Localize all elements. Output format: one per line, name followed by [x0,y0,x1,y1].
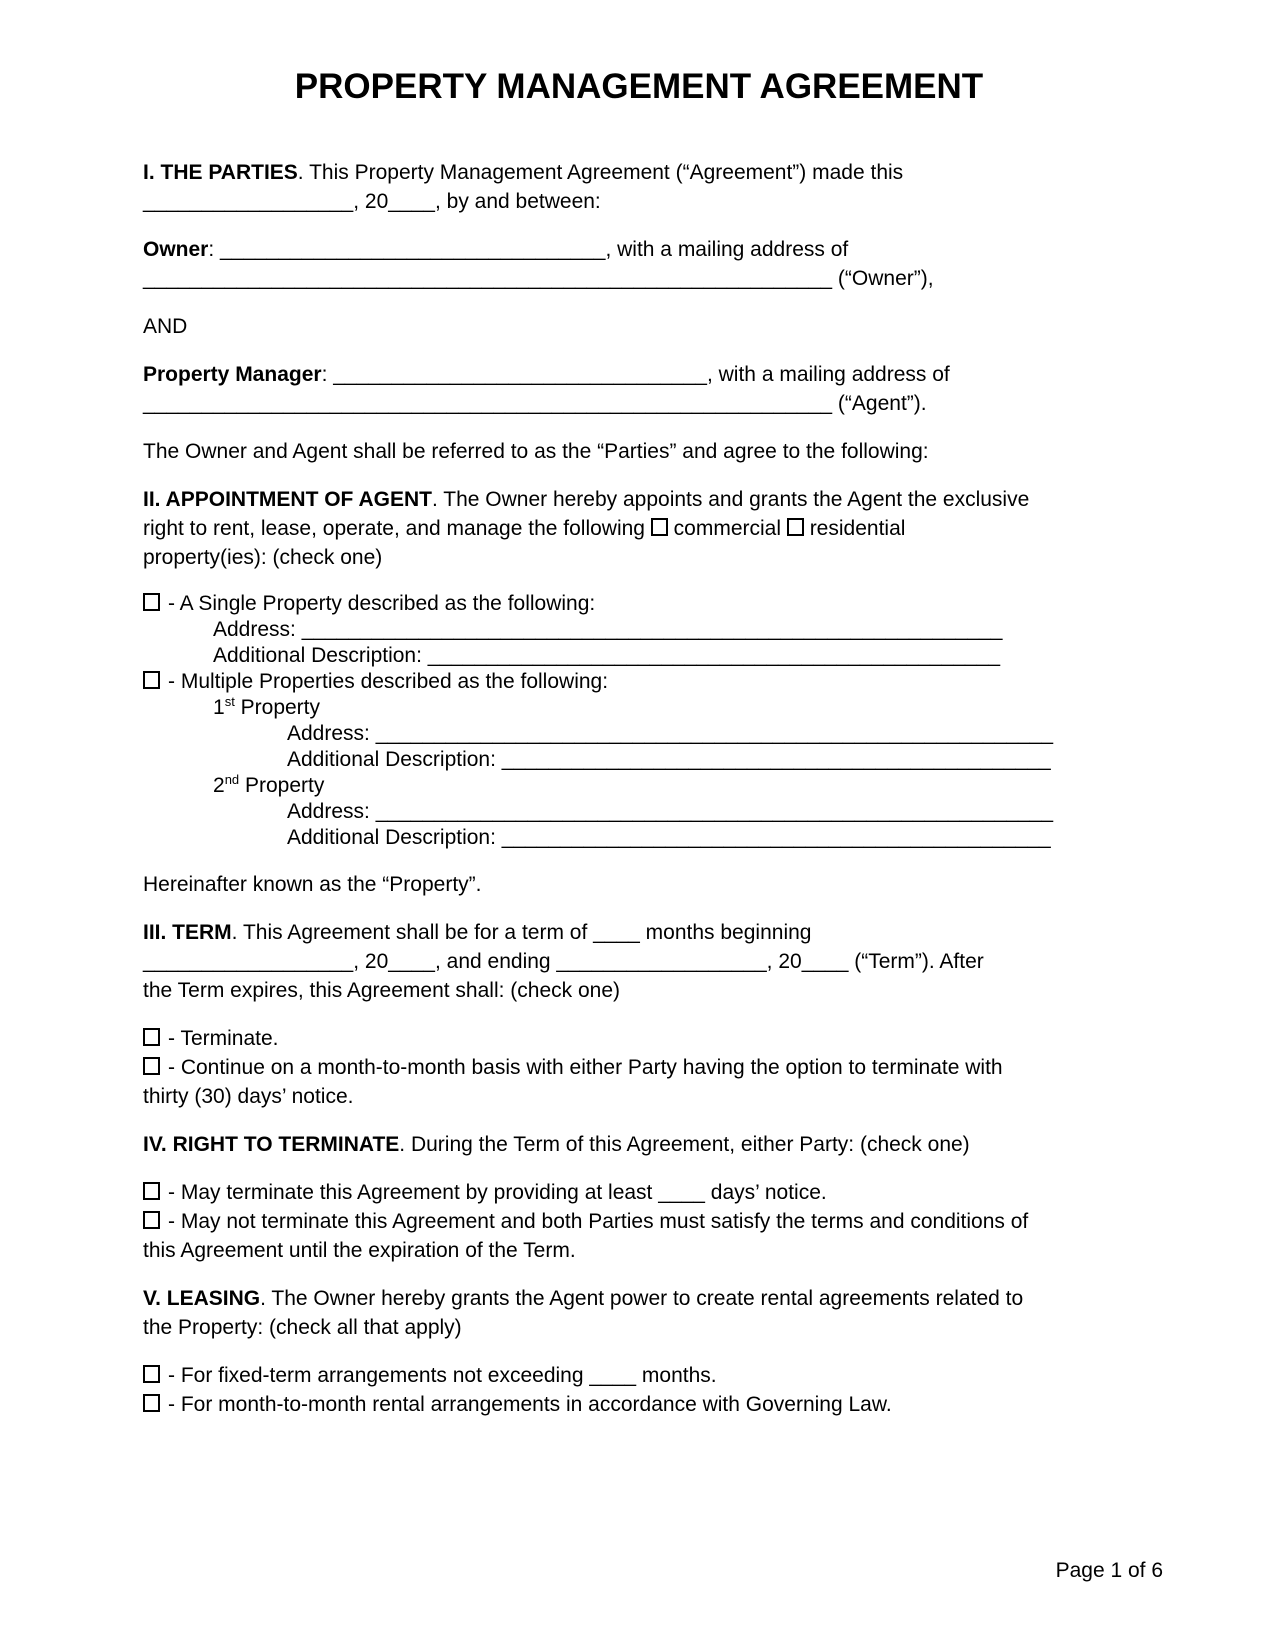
owner-name-field[interactable]: _________________________________ [220,238,606,261]
hereinafter-text: Hereinafter known as the “Property”. [143,873,482,896]
manager-label: Property Manager [143,363,322,386]
multiple-properties-checkbox[interactable] [143,671,160,689]
owner-address-field[interactable]: ___________________________________________________________ [143,267,833,290]
manager-mailing-text: , with a mailing address of [706,363,950,386]
property-2-description-line [143,825,1135,851]
section-3-beginning-text: months beginning [639,921,812,944]
property-2-description-field[interactable]: _______________________________________________ [501,826,1051,849]
may-terminate-rest-text: days’ notice. [704,1181,827,1204]
single-property-address-line [143,617,1135,643]
section-4-line-1 [143,1130,1135,1159]
section-2-manage-text: right to rent, lease, operate, and manage the following [143,517,651,540]
single-property-description-line [143,643,1135,669]
section-2-intro-text: . The Owner hereby appoints and grants the Agent the exclusive [431,488,1030,511]
may-not-terminate-text-2: this Agreement until the expiration of the Term. [143,1239,576,1262]
may-not-terminate-option-line-2 [143,1236,1135,1265]
section-5-leasing [143,1284,1135,1342]
section-2-heading: II. APPOINTMENT OF AGENT [143,488,432,511]
owner-colon: : [208,238,221,261]
section-3-line-2 [143,947,1135,976]
continue-option-text-2: thirty (30) days’ notice. [143,1085,354,1108]
manager-line-2 [143,389,1135,418]
section-1-rest-text: , by and between: [434,190,601,213]
month-to-month-option [143,1390,1135,1419]
commercial-checkbox[interactable] [651,518,668,536]
fixed-term-rest-text: months. [636,1364,717,1387]
leasing-options-list [143,1361,1135,1419]
hereinafter-note [143,870,1135,899]
single-address-field[interactable]: ____________________________________________________________ [301,618,1003,641]
term-expires-text: the Term expires, this Agreement shall: (check one) [143,979,621,1002]
multiple-properties-option-text: - Multiple Properties described as the following: [168,670,609,693]
term-after-text: (“Term”). After [848,950,984,973]
term-begin-date-field[interactable]: __________________ [143,950,354,973]
property-1-address-label: Address: [287,722,376,745]
commercial-label: commercial [667,517,787,540]
section-3-term-text: . This Agreement shall be for a term of [231,921,594,944]
manager-address-field[interactable]: ___________________________________________________________ [143,392,833,415]
residential-checkbox[interactable] [787,518,804,536]
continue-option-text: - Continue on a month-to-month basis with either Party having the option to terminate with [168,1056,1003,1079]
terminate-option-text: - Terminate. [168,1027,279,1050]
property-options-list [143,591,1135,851]
property-manager-block [143,360,1135,418]
property-2-title-text: Property [239,774,325,797]
term-months-field[interactable]: ____ [593,921,640,944]
single-description-label: Additional Description: [213,644,428,667]
section-3-term [143,918,1135,1005]
terminate-options-list [143,1178,1135,1265]
continue-checkbox[interactable] [143,1057,160,1075]
property-1-address-line [143,721,1135,747]
owner-block [143,235,1135,293]
page-number: Page 1 of 6 [1055,1559,1163,1582]
fixed-term-text: - For fixed-term arrangements not exceeding [168,1364,590,1387]
may-terminate-option [143,1178,1135,1207]
terminate-option [143,1024,1135,1053]
term-ending-text: , and ending [434,950,557,973]
property-1-description-field[interactable]: _______________________________________________ [501,748,1051,771]
month-to-month-text: - For month-to-month rental arrangements in accordance with Governing Law. [168,1393,892,1416]
property-1-ordinal: 1 [213,696,225,719]
agreement-year-field[interactable]: ____ [388,190,435,213]
property-2-address-line [143,799,1135,825]
term-begin-year-field[interactable]: ____ [388,950,435,973]
manager-colon: : [321,363,334,386]
owner-mailing-text: , with a mailing address of [605,238,849,261]
section-3-heading: III. TERM [143,921,232,944]
parties-note [143,437,1135,466]
month-to-month-checkbox[interactable] [143,1394,160,1412]
residential-label: residential [803,517,906,540]
property-1-address-field[interactable]: __________________________________________________________ [375,722,1054,745]
may-terminate-text: - May terminate this Agreement by providing at least [168,1181,659,1204]
section-2-line-2 [143,514,1135,543]
single-description-field[interactable]: _________________________________________________ [427,644,1001,667]
and-separator [143,312,1135,341]
parties-note-text: The Owner and Agent shall be referred to as the “Parties” and agree to the following: [143,440,929,463]
lease-months-field[interactable]: ____ [589,1364,637,1387]
section-4-right-to-terminate [143,1130,1135,1159]
property-1-ordinal-suffix: st [224,694,235,709]
manager-line-1 [143,360,1135,389]
agreement-date-field[interactable]: __________________ [143,190,354,213]
single-address-label: Address: [213,618,302,641]
section-2-line-3 [143,543,1135,572]
notice-days-field[interactable]: ____ [658,1181,705,1204]
section-5-intro-text: . The Owner hereby grants the Agent power to create rental agreements related to [260,1287,1024,1310]
section-1-intro-text: . This Property Management Agreement (“Agreement”) made this [297,161,904,184]
section-4-intro-text: . During the Term of this Agreement, either Party: (check one) [399,1133,970,1156]
property-1-description-line [143,747,1135,773]
single-property-option-text: - A Single Property described as the following: [168,592,596,615]
terminate-checkbox[interactable] [143,1028,160,1046]
property-2-address-field[interactable]: __________________________________________________________ [375,800,1054,823]
property-1-title-text: Property [234,696,321,719]
property-1-title [143,695,1135,721]
section-5-check-all-text: the Property: (check all that apply) [143,1316,462,1339]
owner-line-2 [143,264,1135,293]
term-end-year-prefix: , 20 [766,950,802,973]
property-1-description-label: Additional Description: [287,748,502,771]
single-property-option [143,591,1135,617]
term-end-date-field[interactable]: __________________ [556,950,767,973]
fixed-term-checkbox[interactable] [143,1365,160,1383]
single-property-checkbox[interactable] [143,593,160,611]
section-2-check-one-text: property(ies): (check one) [143,546,383,569]
section-2-line-1 [143,485,1135,514]
term-end-year-field[interactable]: ____ [801,950,849,973]
multiple-properties-option [143,669,1135,695]
manager-designation-text: (“Agent”). [832,392,927,415]
owner-designation-text: (“Owner”), [832,267,934,290]
document-title: PROPERTY MANAGEMENT AGREEMENT [294,67,984,106]
may-not-terminate-text: - May not terminate this Agreement and both Parties must satisfy the terms and conditions of [168,1210,1029,1233]
agreement-year-prefix: , 20 [353,190,389,213]
section-2-appointment [143,485,1135,572]
owner-line-1 [143,235,1135,264]
section-5-line-2 [143,1313,1135,1342]
section-1-line-2 [143,187,1135,216]
may-terminate-checkbox[interactable] [143,1182,160,1200]
property-2-ordinal: 2 [213,774,225,797]
section-3-line-3 [143,976,1135,1005]
term-begin-year-prefix: , 20 [353,950,389,973]
section-1-heading: I. THE PARTIES [143,161,298,184]
term-options-list [143,1024,1135,1111]
manager-name-field[interactable]: ________________________________ [333,363,707,386]
and-text: AND [143,315,188,338]
property-2-ordinal-suffix: nd [224,772,240,787]
section-4-heading: IV. RIGHT TO TERMINATE [143,1133,400,1156]
may-not-terminate-option-line-1 [143,1207,1135,1236]
section-1-line-1 [143,158,1135,187]
property-2-address-label: Address: [287,800,376,823]
section-1-the-parties [143,158,1135,216]
continue-option-line-1 [143,1053,1135,1082]
fixed-term-option [143,1361,1135,1390]
property-2-title [143,773,1135,799]
may-not-terminate-checkbox[interactable] [143,1211,160,1229]
owner-label: Owner [143,238,209,261]
section-5-heading: V. LEASING [143,1287,261,1310]
continue-option-line-2 [143,1082,1135,1111]
property-2-description-label: Additional Description: [287,826,502,849]
section-3-line-1 [143,918,1135,947]
section-5-line-1 [143,1284,1135,1313]
